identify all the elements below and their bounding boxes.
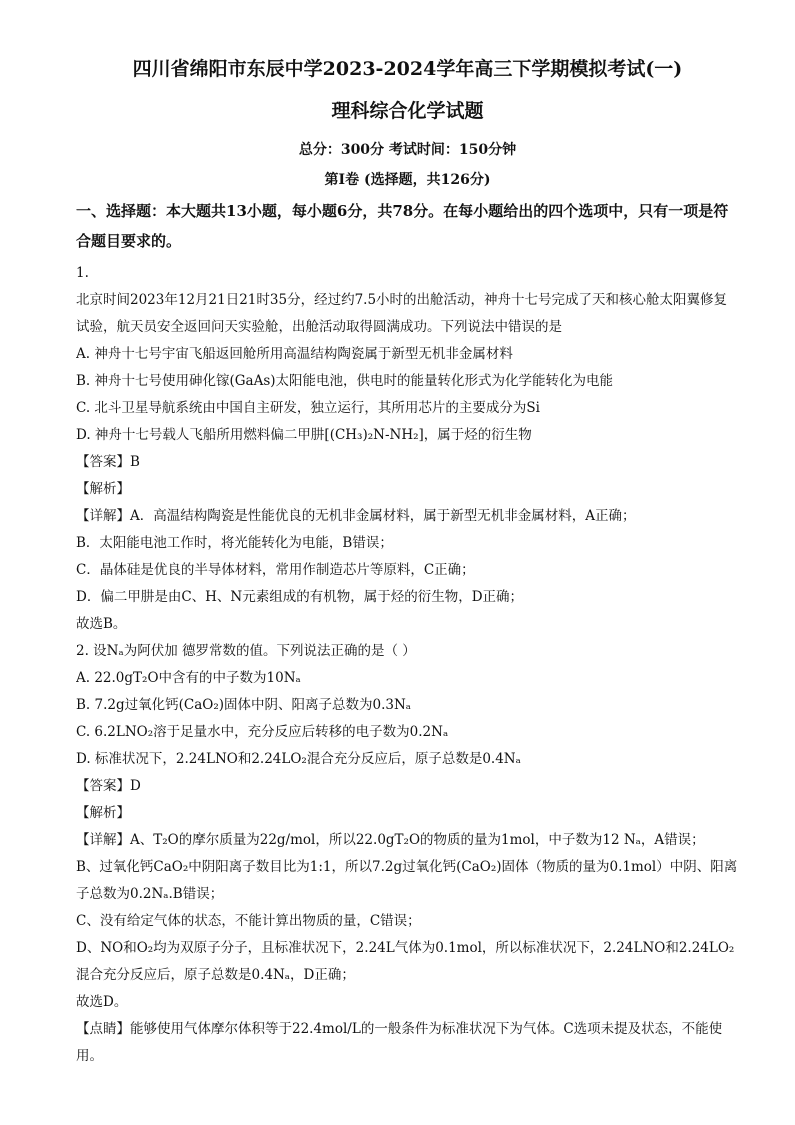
section-heading: 一、选择题：本大题共13小题，每小题6分，共78分。在每小题给出的四个选项中，只有一项是符合题目要求的。: [76, 202, 729, 250]
question-1-option-c: C. 北斗卫星导航系统由中国自主研发，独立运行，其所用芯片的主要成分为Si: [76, 400, 540, 416]
question-1-detail-b: B．太阳能电池工作时，将光能转化为电能，B错误；: [76, 535, 393, 551]
question-2-option-c: C. 6.2LNO₂溶于足量水中，充分反应后转移的电子数为0.2Nₐ: [76, 724, 449, 740]
question-1-detail-c: C．晶体硅是优良的半导体材料，常用作制造芯片等原料，C正确；: [76, 562, 475, 578]
question-2-detail-b: B、过氧化钙CaO₂中阴阳离子数目比为1:1，所以7.2g过氧化钙(CaO₂)固体（物质的量为0.1mol）中阴、阳离子总数为0.2Nₐ.B错误；: [76, 859, 738, 902]
detail-text: A．高温结构陶瓷是性能优良的无机非金属材料，属于新型无机非金属材料，A正确；: [130, 508, 636, 524]
question-2-option-a: A. 22.0gT₂O中含有的中子数为10Nₐ: [76, 670, 301, 686]
question-2-conclusion: 故选D。: [76, 994, 128, 1010]
question-2-detail-d: D、NO和O₂均为双原子分子，且标准状况下，2.24L气体为0.1mol，所以标准状况下，2.24LNO和2.24LO₂混合充分反应后，原子总数是0.4Nₐ，D正确；: [76, 940, 735, 983]
question-1-analysis-label: 【解析】: [76, 481, 130, 497]
answer-label: 【答案】: [76, 454, 130, 470]
question-1-number: 1.: [76, 265, 89, 281]
question-2-option-d: D. 标准状况下，2.24LNO和2.24LO₂混合充分反应后，原子总数是0.4Nₐ: [76, 751, 521, 767]
exam-meta: 总分：300分 考试时间：150分钟: [298, 142, 517, 158]
question-2-detail-c: C、没有给定气体的状态，不能计算出物质的量，C错误；: [76, 913, 421, 929]
question-2-analysis-label: 【解析】: [76, 805, 130, 821]
answer-value: D: [130, 778, 141, 794]
question-1-answer: [76, 449, 739, 476]
detail-text: A、T₂O的摩尔质量为22g/mol，所以22.0gT₂O的物质的量为1mol，中子数为12 Nₐ，A错误；: [130, 832, 705, 848]
detail-label: 【详解】: [76, 832, 130, 848]
tip-text: 能够使用气体摩尔体积等于22.4mol/L的一般条件为标准状况下为气体。C选项未提及状态，不能使用。: [76, 1021, 723, 1064]
detail-label: 【详解】: [76, 508, 130, 524]
answer-value: B: [130, 454, 140, 470]
question-1-option-d: D. 神舟十七号载人飞船所用燃料偏二甲肼[(CH₃)₂N-NH₂]，属于烃的衍生物: [76, 427, 532, 443]
question-1-stem: 北京时间2023年12月21日21时35分，经过约7.5小时的出舱活动，神舟十七号完成了天和核心舱太阳翼修复试验，航天员安全返回问天实验舱，出舱活动取得圆满成功。下列说法中错误的是: [76, 292, 728, 335]
question-2-stem: 2. 设Nₐ为阿伏加 德罗常数的值。下列说法正确的是（ ）: [76, 643, 416, 659]
question-2-option-b: B. 7.2g过氧化钙(CaO₂)固体中阴、阳离子总数为0.3Nₐ: [76, 697, 411, 713]
question-1-conclusion: 故选B。: [76, 616, 127, 632]
question-2-tip: [76, 1016, 739, 1070]
question-2-answer: [76, 773, 739, 800]
part-heading: 第Ⅰ卷 (选择题，共126分): [324, 172, 491, 188]
question-1-detail-a: [76, 503, 739, 530]
question-2-detail-a: [76, 827, 739, 854]
exam-subtitle: 理科综合化学试题: [331, 100, 484, 122]
question-1-option-a: A. 神舟十七号宇宙飞船返回舱所用高温结构陶瓷属于新型无机非金属材料: [76, 346, 513, 362]
question-1-detail-d: D．偏二甲肼是由C、H、N元素组成的有机物，属于烃的衍生物，D正确；: [76, 589, 524, 605]
tip-label: 【点睛】: [76, 1021, 130, 1037]
question-1-option-b: B. 神舟十七号使用砷化镓(GaAs)太阳能电池，供电时的能量转化形式为化学能转化为电能: [76, 373, 614, 389]
exam-title: 四川省绵阳市东辰中学2023-2024学年高三下学期模拟考试(一): [132, 58, 683, 80]
answer-label: 【答案】: [76, 778, 130, 794]
